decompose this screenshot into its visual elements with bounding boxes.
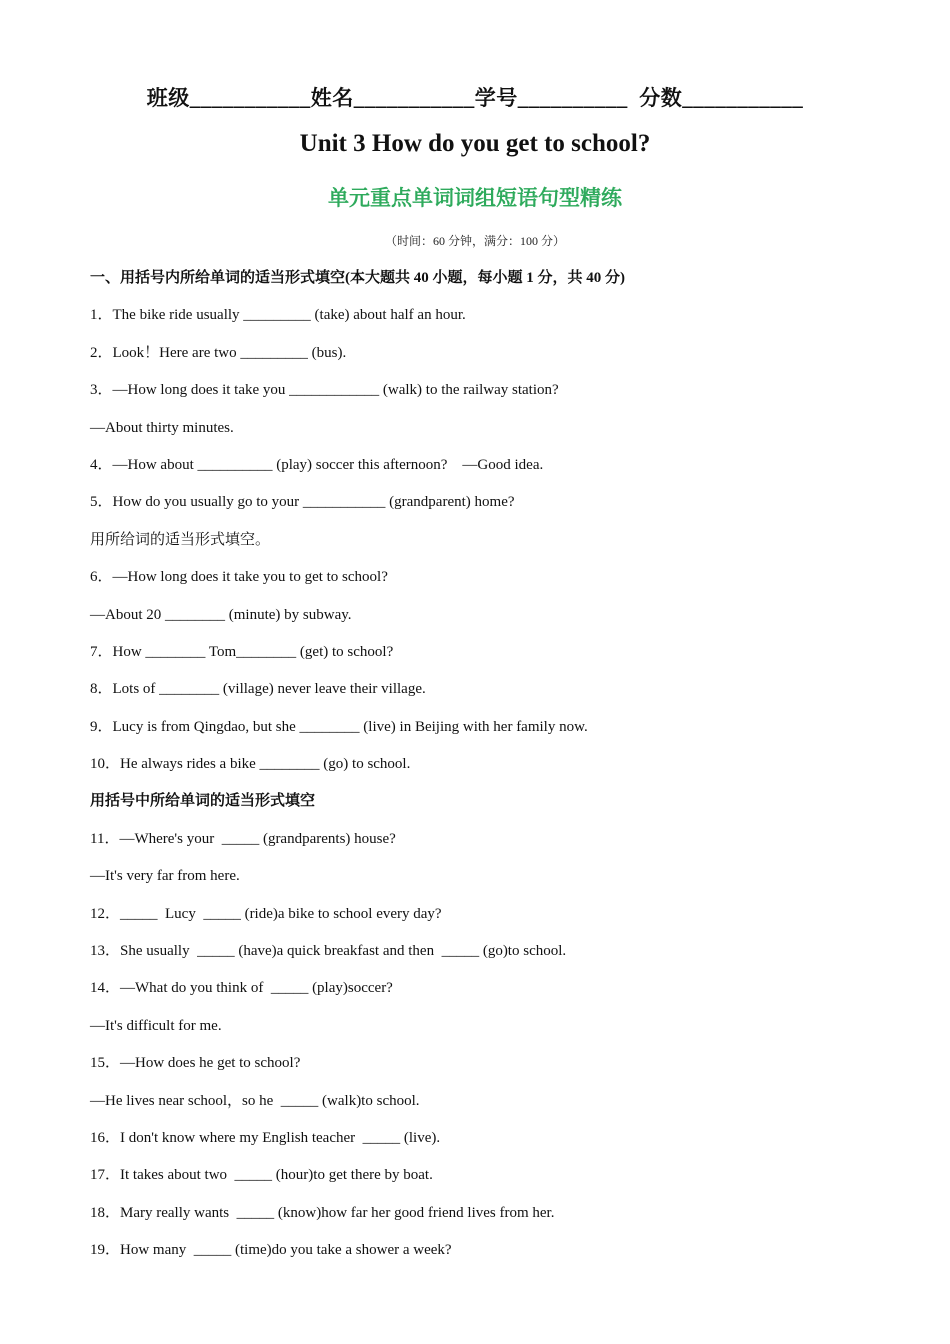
instruction-note: 用所给词的适当形式填空。 [90, 531, 271, 548]
exercise-line: 7．How ________ Tom________ (get) to school? [90, 643, 394, 660]
exercise-line: 1．The bike ride usually _________ (take) about half an hour. [90, 307, 466, 324]
exercise-line: 10．He always rides a bike ________ (go) to school. [90, 756, 411, 773]
exercise-line: —About thirty minutes. [90, 419, 234, 436]
exercise-line: 16．I don't know where my English teacher _____ (live). [90, 1129, 441, 1146]
exercise-line: 3．—How long does it take you ____________ (walk) to the railway station? [90, 382, 559, 399]
exercise-list [90, 266, 910, 1276]
exercise-line: 14．—What do you think of _____ (play)soccer? [90, 980, 393, 997]
exercise-line: 15．—How does he get to school? [90, 1055, 301, 1072]
exercise-line: 4．—How about __________ (play) soccer this afternoon? —Good idea. [90, 456, 544, 473]
exercise-line: 2．Look！Here are two _________ (bus). [90, 344, 347, 361]
section-heading: 用括号中所给单词的适当形式填空 [90, 793, 316, 810]
exercise-line: 13．She usually _____ (have)a quick breakfast and then _____ (go)to school. [90, 943, 567, 960]
page-subtitle: 单元重点单词词组短语句型精练 [328, 186, 622, 210]
exercise-line: 5．How do you usually go to your ___________ (grandparent) home? [90, 494, 515, 511]
time-and-score-note: （时间：60 分钟，满分：100 分） [384, 234, 565, 248]
exercise-line: —About 20 ________ (minute) by subway. [90, 606, 352, 623]
exercise-line: —He lives near school，so he _____ (walk)to school. [90, 1092, 420, 1109]
exercise-line: —It's very far from here. [90, 868, 240, 885]
exercise-line: 18．Mary really wants _____ (know)how far her good friend lives from her. [90, 1204, 555, 1221]
exercise-line: 8．Lots of ________ (village) never leave their village. [90, 681, 426, 698]
exercise-line: 6．—How long does it take you to get to school? [90, 569, 388, 586]
exercise-line: 17．It takes about two _____ (hour)to get there by boat. [90, 1167, 433, 1184]
page-title: Unit 3 How do you get to school? [299, 130, 651, 157]
exercise-line: —It's difficult for me. [90, 1017, 222, 1034]
exercise-line: 11．—Where's your _____ (grandparents) house? [90, 830, 396, 847]
exercise-line: 9．Lucy is from Qingdao, but she ________ (live) in Beijing with her family now. [90, 718, 588, 735]
student-info-fields: 班级___________姓名___________学号__________ 分数___________ [146, 86, 804, 110]
exercise-line: 19．How many _____ (time)do you take a shower a week? [90, 1242, 452, 1259]
exercise-line: 12．_____ Lucy _____ (ride)a bike to school every day? [90, 905, 442, 922]
section-heading: 一、用括号内所给单词的适当形式填空(本大题共 40 小题，每小题 1 分，共 40 分) [90, 270, 625, 286]
